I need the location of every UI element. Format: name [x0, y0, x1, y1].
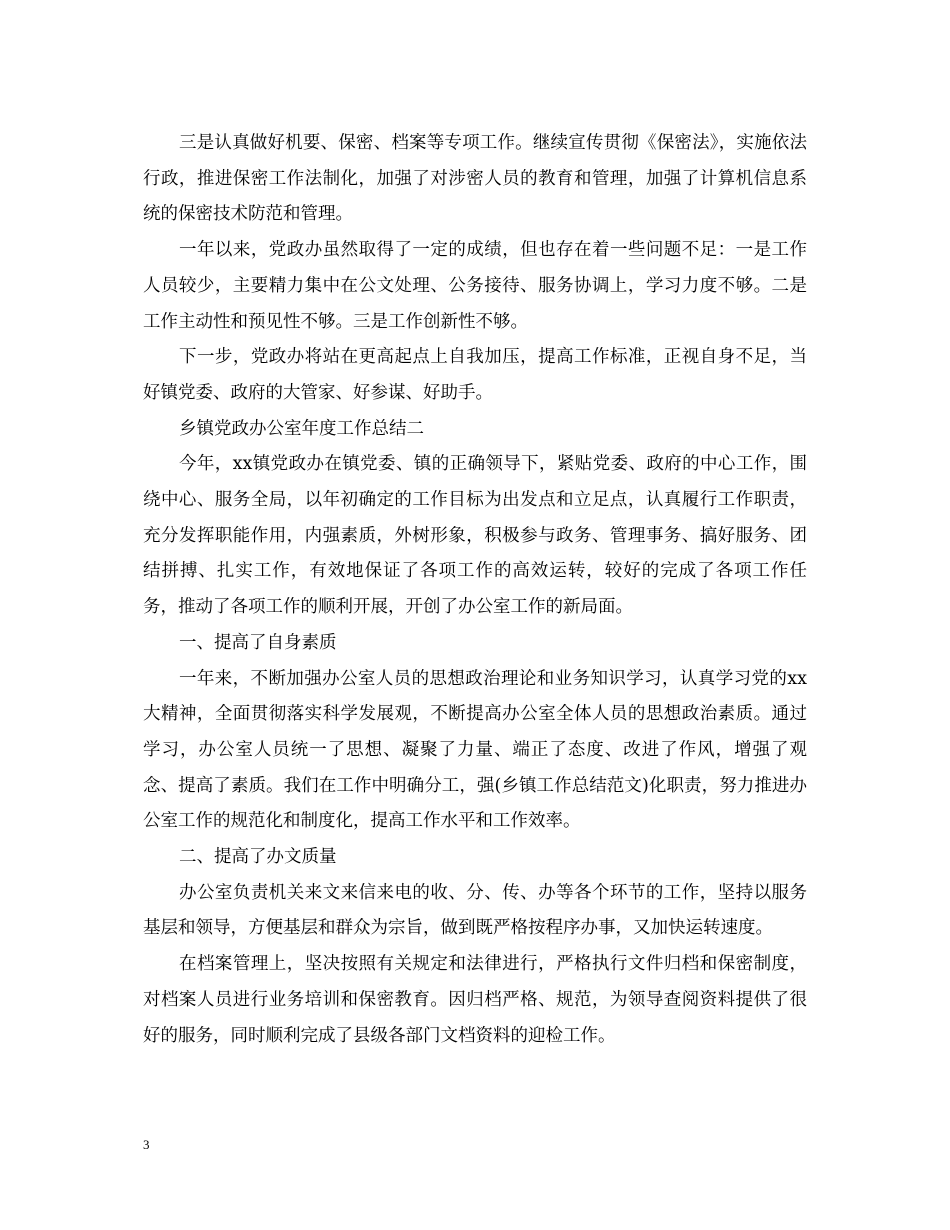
paragraph-problems: 一年以来，党政办虽然取得了一定的成绩，但也存在着一些问题不足：一是工作人员较少，主要精力集中在公文处理、公务接待、服务协调上，学习力度不够。二是工作主动性和预见性不够。三是工作创新性不够。: [143, 240, 807, 332]
paragraph-this-year: 今年，xx镇党政办在镇党委、镇的正确领导下，紧贴党委、政府的中心工作，围绕中心、服务全局，以年初确定的工作目标为出发点和立足点，认真履行工作职责，充分发挥职能作用，内强素质，外树形象，积极参与政务、管理事务、搞好服务、团结拼搏、扎实工作，有效地保证了各项工作的高效运转，较好的完成了各项工作任务，推动了各项工作的顺利开展，开创了办公室工作的新局面。: [143, 454, 807, 618]
paragraph-confidential-work: 三是认真做好机要、保密、档案等专项工作。继续宣传贯彻《保密法》，实施依法行政，推进保密工作法制化，加强了对涉密人员的教育和管理，加强了计算机信息系统的保密技术防范和管理。: [143, 133, 807, 225]
paragraph-office-duties: 办公室负责机关来文来信来电的收、分、传、办等各个环节的工作，坚持以服务基层和领导，方便基层和群众为宗旨，做到既严格按程序办事，又加快运转速度。: [143, 882, 807, 939]
heading-improve-quality: 一、提高了自身素质: [179, 632, 337, 653]
paragraph-next-step: 下一步，党政办将站在更高起点上自我加压，提高工作标准，正视自身不足，当好镇党委、政府的大管家、好参谋、好助手。: [143, 347, 807, 403]
page-number: 3: [143, 1137, 150, 1152]
document-body: [143, 126, 807, 1054]
paragraph-study: 一年来，不断加强办公室人员的思想政治理论和业务知识学习，认真学习党的xx大精神，全面贯彻落实科学发展观，不断提高办公室全体人员的思想政治素质。通过学习，办公室人员统一了思想、凝聚了力量、端正了态度、改进了作风，增强了观念、提高了素质。我们在工作中明确分工，强(乡镇工作总结范文)化职责，努力推进办公室工作的规范化和制度化，提高工作水平和工作效率。: [143, 668, 807, 832]
section-title-summary-two: 乡镇党政办公室年度工作总结二: [179, 418, 424, 439]
paragraph-archive-management: 在档案管理上，坚决按照有关规定和法律进行，严格执行文件归档和保密制度，对档案人员进行业务培训和保密教育。因归档严格、规范，为领导查阅资料提供了很好的服务，同时顺利完成了县级各部门文档资料的迎检工作。: [143, 954, 807, 1046]
heading-document-quality: 二、提高了办文质量: [179, 847, 337, 868]
